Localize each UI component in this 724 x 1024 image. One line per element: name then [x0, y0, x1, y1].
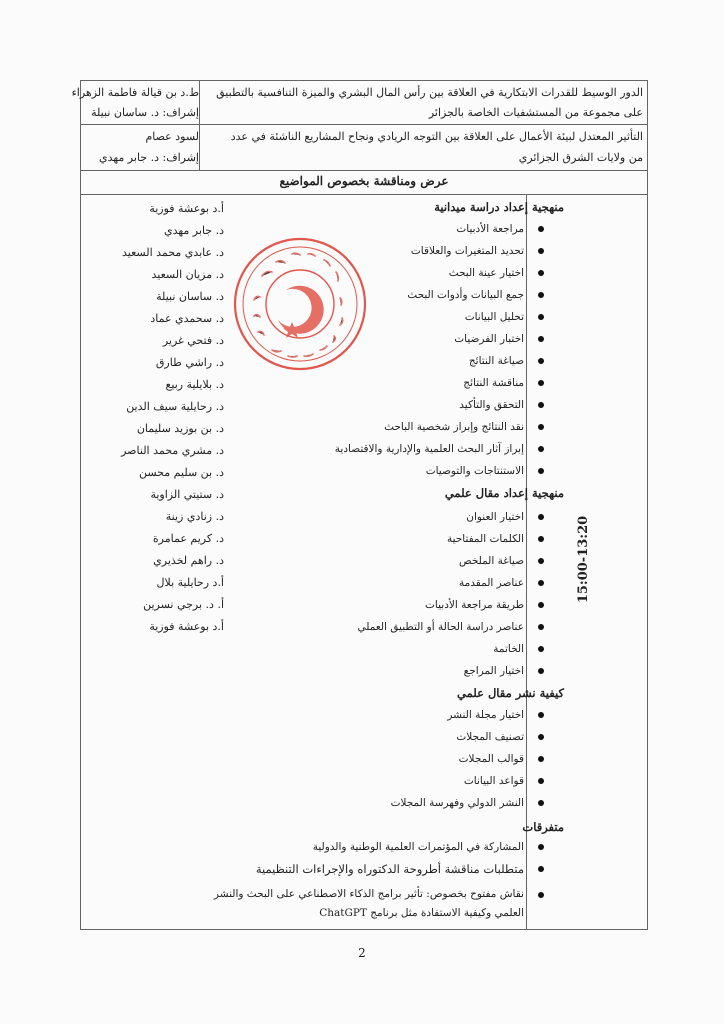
session-header-row [81, 171, 647, 195]
column-divider-top [199, 81, 200, 171]
presenter-name: أ.د بوعشة فوزية [149, 202, 224, 215]
presenter-name: د. فتحي غرير [162, 334, 224, 347]
thesis-author: ط.د بن قيالة فاطمة الزهراء [71, 86, 199, 99]
list-item: متطلبات مناقشة أطروحة الدكتوراه والإجراءات التنظيمية [256, 858, 544, 880]
list-item: تحليل البيانات [335, 306, 544, 328]
open-discussion-line1: نقاش مفتوح بخصوص: تأثير برامج الذكاء الاصطناعي على البحث والنشر [214, 884, 544, 904]
presenter-name: د. بن بوزيد سليمان [136, 422, 224, 435]
time-slot: 15:00-13:20 [576, 515, 592, 604]
presenter-name: د. ستيتي الزاوية [150, 488, 224, 501]
list-item: الكلمات المفتاحية [357, 528, 544, 550]
list-item: تحديد المتغيرات والعلاقات [335, 240, 544, 262]
list-item: صياغة الملخص [357, 550, 544, 572]
presenter-name: د. سحمدي عماد [150, 312, 224, 325]
list-item: المشاركة في المؤتمرات العلمية الوطنية والدولية [256, 836, 544, 858]
thesis-title-line1: الدور الوسيط للقدرات الابتكارية في العلاقة بين رأس المال البشري والميزة التنافسية بالتطبيق [216, 86, 643, 99]
list-item: إبراز آثار البحث العلمية والإدارية والاقتصادية [335, 438, 544, 460]
thesis-title-line2: من ولايات الشرق الجزائري [518, 151, 643, 164]
open-discussion-line2: العلمي وكيفية الاستفادة مثل برنامج ChatGPT [319, 907, 524, 919]
presenter-name: أ. د. برجي نسرين [143, 598, 224, 611]
list-item: اختيار عينة البحث [335, 262, 544, 284]
page-number: 2 [358, 946, 366, 960]
presenter-name: د. كريم عمامرة [152, 532, 224, 545]
list-item: جمع البيانات وأدوات البحث [335, 284, 544, 306]
presenter-name: د. عابدي محمد السعيد [122, 246, 224, 259]
presenter-name: د. ساسان نبيلة [156, 290, 224, 303]
list-item: طريقة مراجعة الأدبيات [357, 594, 544, 616]
session-header: عرض ومناقشة بخصوص المواضيع [279, 174, 449, 188]
presenter-name: د. مشري محمد الناصر [121, 444, 224, 457]
section-title-publishing: كيفية نشر مقال علمي [457, 686, 564, 700]
list-item: النشر الدولي وفهرسة المجلات [391, 792, 544, 814]
section-title-field-study: منهجية إعداد دراسة ميدانية [434, 200, 564, 214]
section-title-article: منهجية إعداد مقال علمي [444, 486, 564, 500]
presenter-name: د. بن سليم محسن [139, 466, 224, 479]
presenter-name: أ.د رحايلية بلال [156, 576, 224, 589]
presenter-name: أ.د بوعشة فوزية [149, 620, 224, 633]
section-title-misc: متفرقات [522, 820, 564, 834]
list-item: عناصر دراسة الحالة أو التطبيق العملي [357, 616, 544, 638]
thesis-title-line2: على مجموعة من المستشفيات الخاصة بالجزائر [428, 106, 643, 119]
thesis-supervisor: إشراف: د. جابر مهدي [98, 151, 199, 164]
list-item: صياغة النتائج [335, 350, 544, 372]
thesis-author: لسود عصام [145, 130, 199, 143]
list-item: التحقق والتأكيد [335, 394, 544, 416]
thesis-title-line1: التأثير المعتدل لبيئة الأعمال على العلاقة بين التوجه الريادي ونجاح المشاريع الناشئة في عدد [230, 130, 643, 143]
open-discussion [214, 884, 544, 904]
thesis-row-1 [71, 81, 647, 125]
list-item: اختبار الفرضيات [335, 328, 544, 350]
presenter-name: د. مزيان السعيد [151, 268, 224, 281]
presenter-name: د. بلايلية ربيع [165, 378, 224, 391]
list-item: مراجعة الأدبيات [335, 218, 544, 240]
list-item: الخاتمة [357, 638, 544, 660]
list-item: عناصر المقدمة [357, 572, 544, 594]
presenter-name: د. جابر مهدي [163, 224, 224, 237]
presenter-name: د. راهم لخذيري [153, 554, 224, 567]
thesis-row-2 [81, 125, 647, 171]
presenter-name: د. زنادي زينة [165, 510, 224, 523]
publishing-list [391, 704, 544, 814]
list-item: نقد النتائج وإبراز شخصية الباحث [335, 416, 544, 438]
official-stamp [232, 236, 368, 372]
presenters-list [121, 198, 224, 638]
presenter-name: د. راشي طارق [155, 356, 224, 369]
list-item: قوالب المجلات [391, 748, 544, 770]
presenter-name: د. رحايلية سيف الدين [126, 400, 224, 413]
misc-list [256, 836, 544, 880]
list-item: مناقشة النتائج [335, 372, 544, 394]
list-item: اختيار مجلة النشر [391, 704, 544, 726]
list-item: اختيار العنوان [357, 506, 544, 528]
list-item: قواعد البيانات [391, 770, 544, 792]
list-item: اختيار المراجع [357, 660, 544, 682]
thesis-supervisor: إشراف: د. ساسان نبيلة [91, 106, 199, 119]
list-item: تصنيف المجلات [391, 726, 544, 748]
article-list [357, 506, 544, 682]
list-item: الاستنتاجات والتوصيات [335, 460, 544, 482]
